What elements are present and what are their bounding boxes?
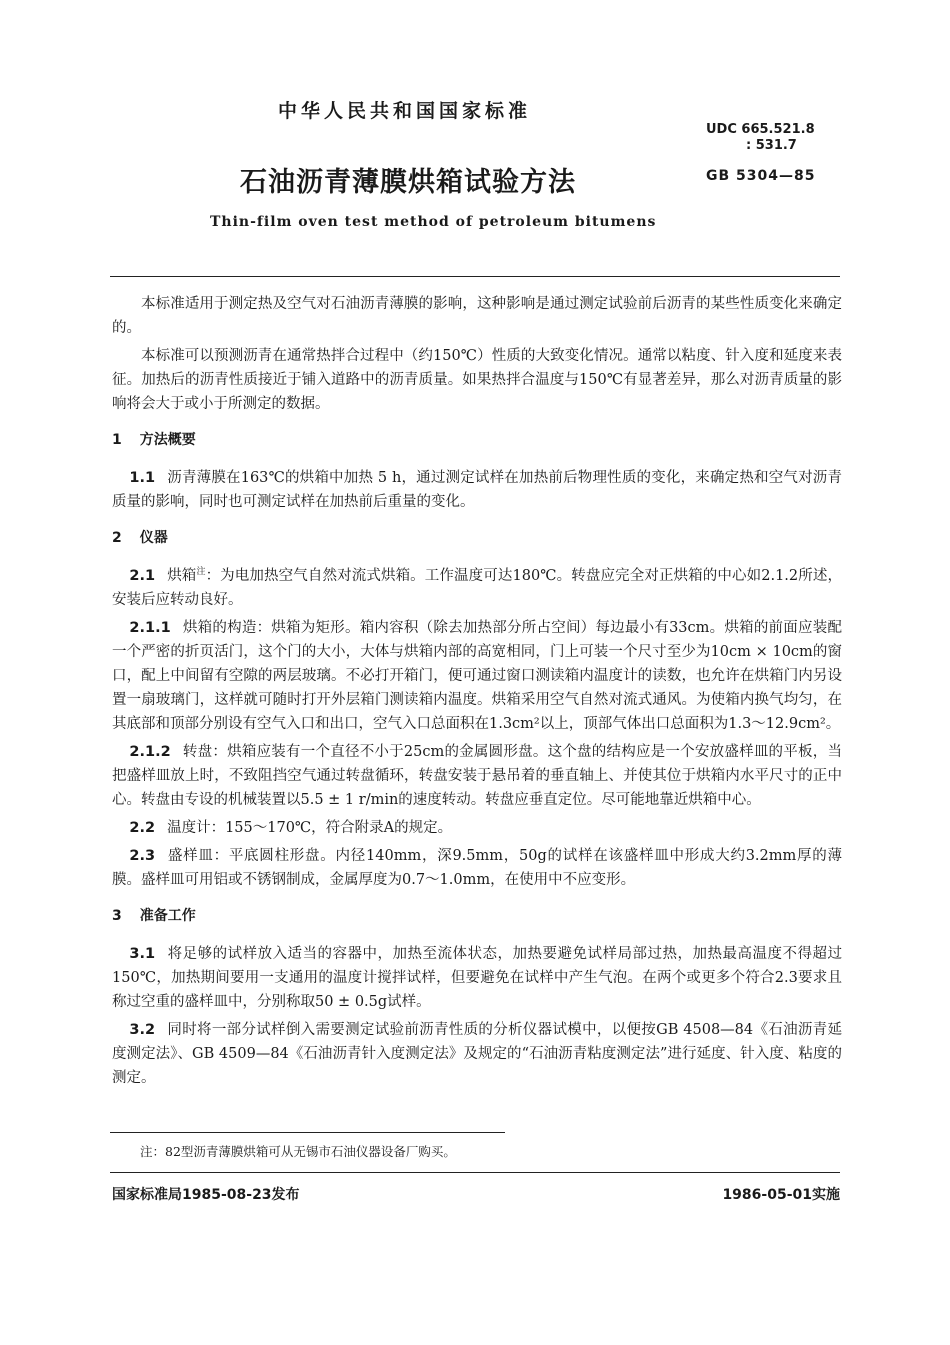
clause-text: 沥青薄膜在163℃的烘箱中加热 5 h，通过测定试样在加热前后物理性质的变化，来确定热和空气对沥青质量的影响，同时也可测定试样在加热前后重量的变化。	[112, 470, 842, 510]
clause-number: 2.3	[129, 848, 156, 864]
issuing-body: 中华人民共和国国家标准	[278, 100, 532, 122]
footer-divider	[110, 1172, 840, 1173]
clause-number: 2.1	[129, 568, 156, 584]
clause-number: 3.1	[129, 946, 156, 962]
udc-line-1: UDC 665.521.8	[706, 122, 815, 137]
clause-2-1-1	[112, 616, 842, 736]
footnote-marker: 注	[196, 567, 206, 578]
clause-text: ：为电加热空气自然对流式烘箱。工作温度可达180℃。转盘应完全对正烘箱的中心如2.1.2所述，安装后应转动良好。	[112, 568, 842, 608]
footnote: 注：82型沥青薄膜烘箱可从无锡市石油仪器设备厂购买。	[140, 1144, 456, 1159]
section-title: 方法概要	[139, 432, 196, 448]
footnote-divider	[110, 1132, 505, 1133]
clause-text: 同时将一部分试样倒入需要测定试验前沥青性质的分析仪器试模中，以便按GB 4508—84《石油沥青延度测定法》、GB 4509—84《石油沥青针入度测定法》及规定的“石油沥青粘度测定法”进行延度、针入度、粘度的测定。	[112, 1022, 842, 1086]
clause-number: 2.1.1	[129, 620, 171, 636]
header-divider	[110, 276, 840, 277]
issue-date: 国家标准局1985-08-23发布	[112, 1187, 300, 1203]
section-title: 仪器	[139, 530, 168, 546]
clause-text: 将足够的试样放入适当的容器中，加热至流体状态，加热要避免试样局部过热，加热最高温度不得超过150℃，加热期间要用一支通用的温度计搅拌试样，但要避免在试样中产生气泡。在两个或更多个符合2.3要求且称过空重的盛样皿中，分别称取50 ± 0.5g试样。	[112, 946, 842, 1010]
section-number: 3	[112, 908, 122, 924]
udc-line-2: : 531.7	[746, 138, 797, 153]
clause-number: 1.1	[129, 470, 156, 486]
clause-lead: 烘箱	[167, 568, 197, 584]
clause-2-1-2	[112, 740, 842, 812]
document-title: 石油沥青薄膜烘箱试验方法	[240, 167, 576, 198]
section-heading-2	[112, 526, 842, 550]
section-title: 准备工作	[139, 908, 196, 924]
clause-2-3	[112, 844, 842, 892]
clause-number: 2.1.2	[129, 744, 171, 760]
clause-number: 2.2	[129, 820, 156, 836]
effective-date: 1986-05-01实施	[722, 1187, 840, 1203]
clause-number: 3.2	[129, 1022, 156, 1038]
clause-3-1	[112, 942, 842, 1014]
clause-2-2	[112, 816, 842, 840]
section-number: 1	[112, 432, 122, 448]
clause-text: 温度计：155～170℃，符合附录A的规定。	[167, 820, 453, 836]
clause-text: 盛样皿：平底圆柱形盘。内径140mm，深9.5mm，50g的试样在该盛样皿中形成大约3.2mm厚的薄膜。盛样皿可用铝或不锈钢制成，金属厚度为0.7～1.0mm，在使用中不应变形。	[112, 848, 842, 888]
english-title: Thin-film oven test method of petroleum bitumens	[210, 214, 657, 230]
intro-paragraph-1: 本标准适用于测定热及空气对石油沥青薄膜的影响，这种影响是通过测定试验前后沥青的某些性质变化来确定的。	[112, 296, 842, 336]
document-body	[112, 292, 842, 1094]
clause-2-1	[112, 564, 842, 612]
section-heading-3	[112, 904, 842, 928]
clause-text: 转盘：烘箱应装有一个直径不小于25cm的金属圆形盘。这个盘的结构应是一个安放盛样皿的平板，当把盛样皿放上时，不致阻挡空气通过转盘循环，转盘安装于悬吊着的垂直轴上、并使其位于烘箱内水平尺寸的正中心。转盘由专设的机械装置以5.5 ± 1 r/min的速度转动。转盘应垂直定位。尽可能地靠近烘箱中心。	[112, 744, 842, 808]
section-heading-1	[112, 428, 842, 452]
udc-code	[706, 122, 815, 154]
standard-number: GB 5304—85	[706, 168, 816, 184]
section-number: 2	[112, 530, 122, 546]
intro-paragraph-2: 本标准可以预测沥青在通常热拌合过程中（约150℃）性质的大致变化情况。通常以粘度、针入度和延度来表征。加热后的沥青性质接近于铺入道路中的沥青质量。如果热拌合温度与150℃有显著差异，那么对沥青质量的影响将会大于或小于所测定的数据。	[112, 348, 842, 412]
clause-3-2	[112, 1018, 842, 1090]
clause-text: 烘箱的构造：烘箱为矩形。箱内容积（除去加热部分所占空间）每边最小有33cm。烘箱的前面应装配一个严密的折页活门，这个门的大小，大体与烘箱内部的高宽相同，门上可装一个尺寸至少为10cm × 10cm的窗口，配上中间留有空隙的两层玻璃。不必打开箱门，便可通过窗口测读箱内温度计的读数，也允许在烘箱门内另设置一扇玻璃门，这样就可随时打开外层箱门测读箱内温度。烘箱采用空气自然对流式通风。为使箱内换气均匀，在其底部和顶部分别设有空气入口和出口，空气入口总面积在1.3cm²以上，顶部气体出口总面积为1.3～12.9cm²。	[112, 620, 842, 732]
clause-1-1	[112, 466, 842, 514]
